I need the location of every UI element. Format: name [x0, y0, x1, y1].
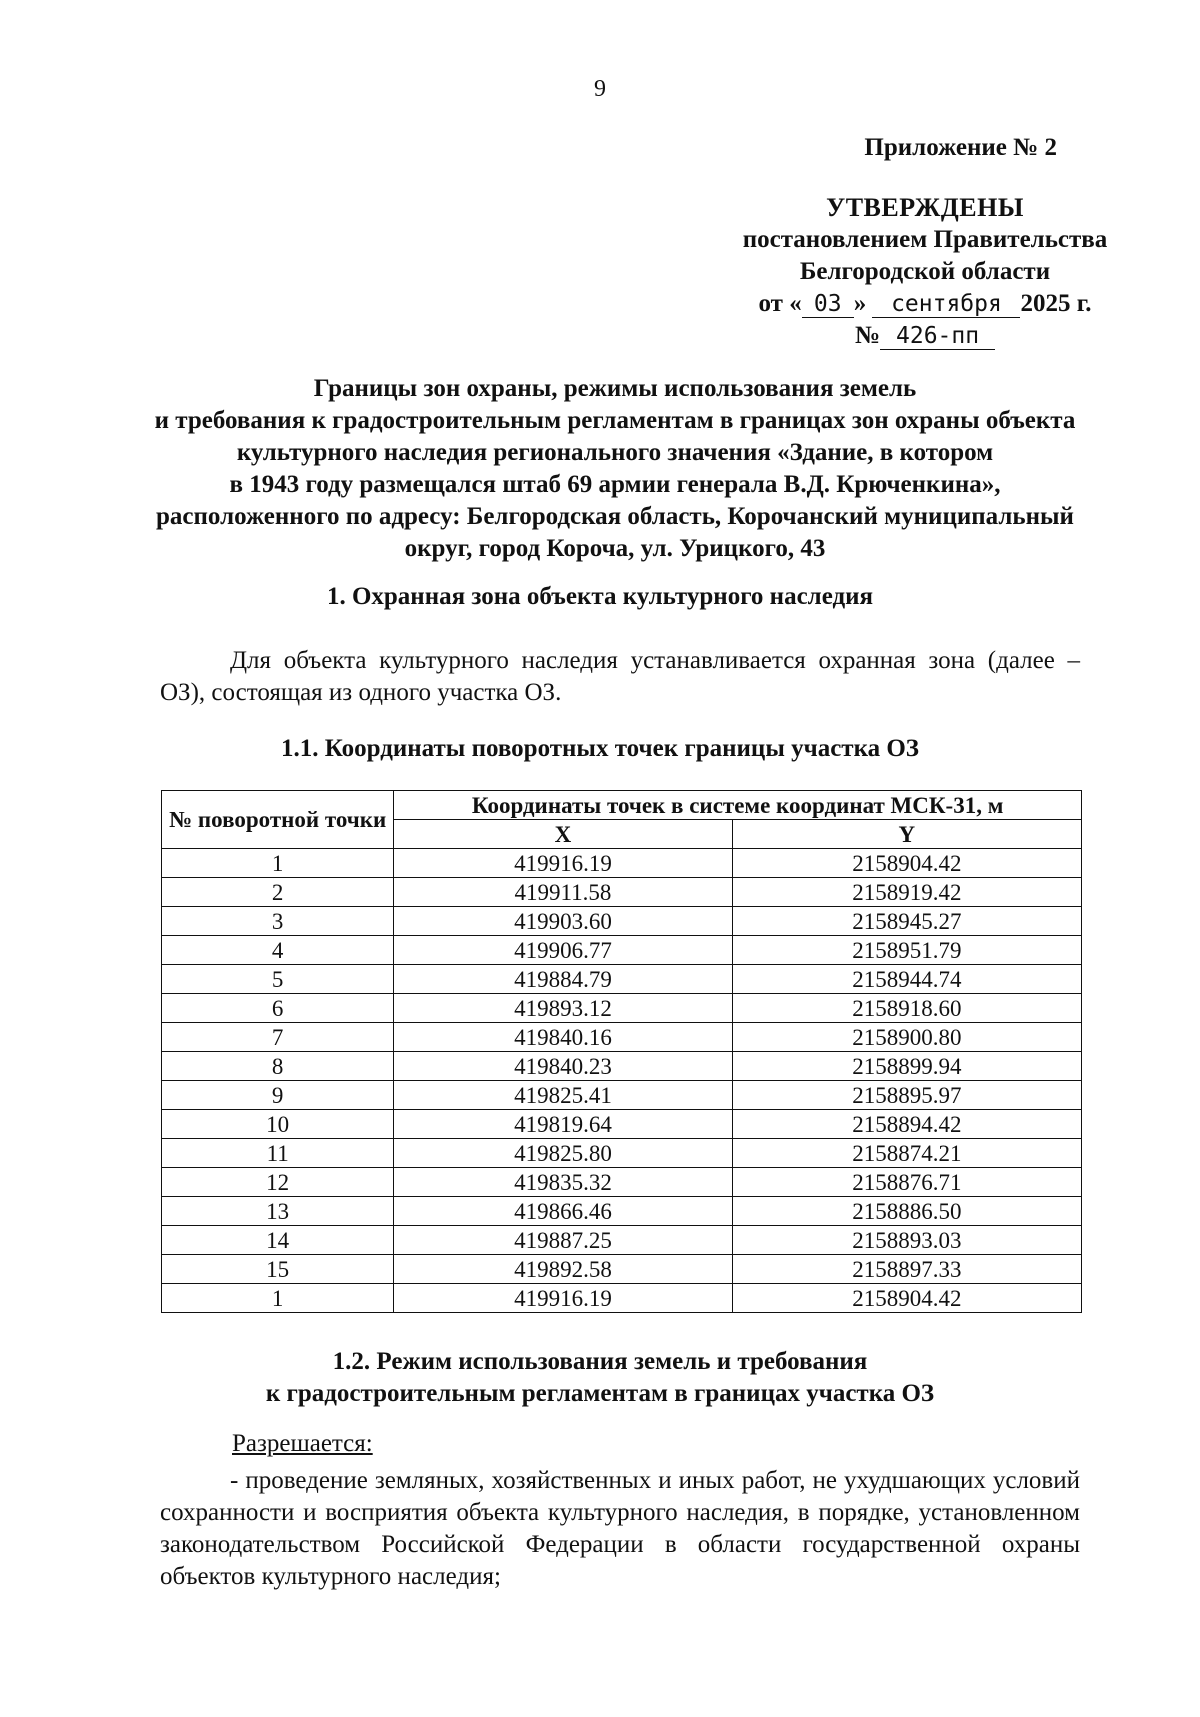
title-line: Границы зон охраны, режимы использования земель	[313, 375, 917, 402]
page-number: 9	[594, 76, 606, 102]
table-row	[162, 1081, 1082, 1110]
title-line: в 1943 году размещался штаб 69 армии генерала В.Д. Крюченкина»,	[229, 471, 1001, 498]
cell-y: 2158893.03	[732, 1226, 1081, 1255]
table-row	[162, 907, 1082, 936]
approval-number	[700, 320, 1150, 352]
table-row	[162, 1052, 1082, 1081]
cell-x: 419825.41	[394, 1081, 732, 1110]
cell-y: 2158900.80	[732, 1023, 1081, 1052]
section-1-paragraph: Для объекта культурного наследия устанавливается охранная зона (далее – ОЗ), состоящая из одного участка ОЗ.	[160, 647, 1080, 706]
cell-x: 419884.79	[394, 965, 732, 994]
cell-x: 419906.77	[394, 936, 732, 965]
cell-x: 419866.46	[394, 1197, 732, 1226]
title-line: и требования к градостроительным регламентам в границах зон охраны объекта	[154, 407, 1076, 434]
table-row	[162, 878, 1082, 907]
cell-x: 419892.58	[394, 1255, 732, 1284]
document-title	[150, 373, 1080, 565]
cell-x: 419903.60	[394, 907, 732, 936]
cell-point-number: 3	[162, 907, 394, 936]
date-day: 03	[802, 291, 854, 318]
cell-point-number: 1	[162, 849, 394, 878]
title-line: расположенного по адресу: Белгородская область, Корочанский муниципальный	[156, 503, 1074, 530]
section-1-2-heading-line-2: к градостроительным регламентам в границах участка ОЗ	[265, 1380, 935, 1407]
cell-point-number: 7	[162, 1023, 394, 1052]
cell-point-number: 14	[162, 1226, 394, 1255]
cell-x: 419916.19	[394, 849, 732, 878]
cell-y: 2158874.21	[732, 1139, 1081, 1168]
cell-y: 2158951.79	[732, 936, 1081, 965]
table-row	[162, 1110, 1082, 1139]
cell-point-number: 8	[162, 1052, 394, 1081]
cell-y: 2158918.60	[732, 994, 1081, 1023]
header-x: X	[394, 820, 732, 849]
number-value: 426-пп	[880, 323, 995, 350]
cell-point-number: 6	[162, 994, 394, 1023]
cell-y: 2158919.42	[732, 878, 1081, 907]
header-y: Y	[732, 820, 1081, 849]
approval-line-2: Белгородской области	[799, 258, 1051, 285]
cell-y: 2158897.33	[732, 1255, 1081, 1284]
table-row	[162, 849, 1082, 878]
section-1-1-heading: 1.1. Координаты поворотных точек границы участка ОЗ	[281, 735, 919, 762]
cell-x: 419835.32	[394, 1168, 732, 1197]
cell-y: 2158904.42	[732, 1284, 1081, 1313]
cell-y: 2158895.97	[732, 1081, 1081, 1110]
cell-point-number: 13	[162, 1197, 394, 1226]
table-row	[162, 1139, 1082, 1168]
table-row	[162, 994, 1082, 1023]
table-row	[162, 1255, 1082, 1284]
section-1-heading: 1. Охранная зона объекта культурного наследия	[326, 583, 874, 610]
cell-y: 2158944.74	[732, 965, 1081, 994]
cell-y: 2158899.94	[732, 1052, 1081, 1081]
approved-label: УТВЕРЖДЕНЫ	[826, 193, 1024, 222]
date-prefix: от «	[758, 290, 802, 317]
table-row	[162, 936, 1082, 965]
allowed-item-1: - проведение земляных, хозяйственных и иных работ, не ухудшающих условий сохранности и восприятия объекта культурного наследия, в порядке, установленном законодательством Российской Федерации в области государственной охраны объектов культурного наследия;	[160, 1467, 1080, 1590]
cell-y: 2158894.42	[732, 1110, 1081, 1139]
cell-y: 2158876.71	[732, 1168, 1081, 1197]
cell-point-number: 2	[162, 878, 394, 907]
table-row	[162, 1168, 1082, 1197]
cell-y: 2158945.27	[732, 907, 1081, 936]
cell-point-number: 1	[162, 1284, 394, 1313]
section-1-2-heading	[0, 1346, 1200, 1410]
table-row	[162, 965, 1082, 994]
cell-point-number: 4	[162, 936, 394, 965]
coordinates-table	[161, 790, 1082, 1313]
cell-point-number: 12	[162, 1168, 394, 1197]
cell-y: 2158886.50	[732, 1197, 1081, 1226]
cell-x: 419916.19	[394, 1284, 732, 1313]
table-row	[162, 1226, 1082, 1255]
header-point-number: № поворотной точки	[162, 791, 394, 849]
cell-point-number: 5	[162, 965, 394, 994]
cell-point-number: 10	[162, 1110, 394, 1139]
cell-x: 419825.80	[394, 1139, 732, 1168]
coordinates-table-body	[162, 849, 1082, 1313]
date-year: 2025 г.	[1020, 290, 1092, 317]
cell-x: 419893.12	[394, 994, 732, 1023]
approval-block	[700, 192, 1150, 352]
table-row	[162, 1284, 1082, 1313]
table-row	[162, 1023, 1082, 1052]
cell-point-number: 9	[162, 1081, 394, 1110]
cell-y: 2158904.42	[732, 849, 1081, 878]
header-coordinates: Координаты точек в системе координат МСК-31, м	[394, 791, 1082, 820]
date-mid: »	[853, 290, 867, 317]
title-line: культурного наследия регионального значения «Здание, в котором	[236, 439, 994, 466]
cell-point-number: 15	[162, 1255, 394, 1284]
cell-point-number: 11	[162, 1139, 394, 1168]
title-line: округ, город Короча, ул. Урицкого, 43	[404, 535, 826, 562]
cell-x: 419887.25	[394, 1226, 732, 1255]
cell-x: 419911.58	[394, 878, 732, 907]
cell-x: 419840.23	[394, 1052, 732, 1081]
allowed-label: Разрешается:	[232, 1430, 373, 1457]
cell-x: 419840.16	[394, 1023, 732, 1052]
approval-date	[700, 288, 1150, 320]
table-row	[162, 1197, 1082, 1226]
approval-line-1: постановлением Правительства	[742, 226, 1108, 253]
appendix-label: Приложение № 2	[864, 134, 1057, 161]
number-prefix: №	[854, 322, 881, 349]
date-month: сентября	[872, 291, 1020, 318]
section-1-2-heading-line-1: 1.2. Режим использования земель и требования	[332, 1348, 868, 1375]
cell-x: 419819.64	[394, 1110, 732, 1139]
